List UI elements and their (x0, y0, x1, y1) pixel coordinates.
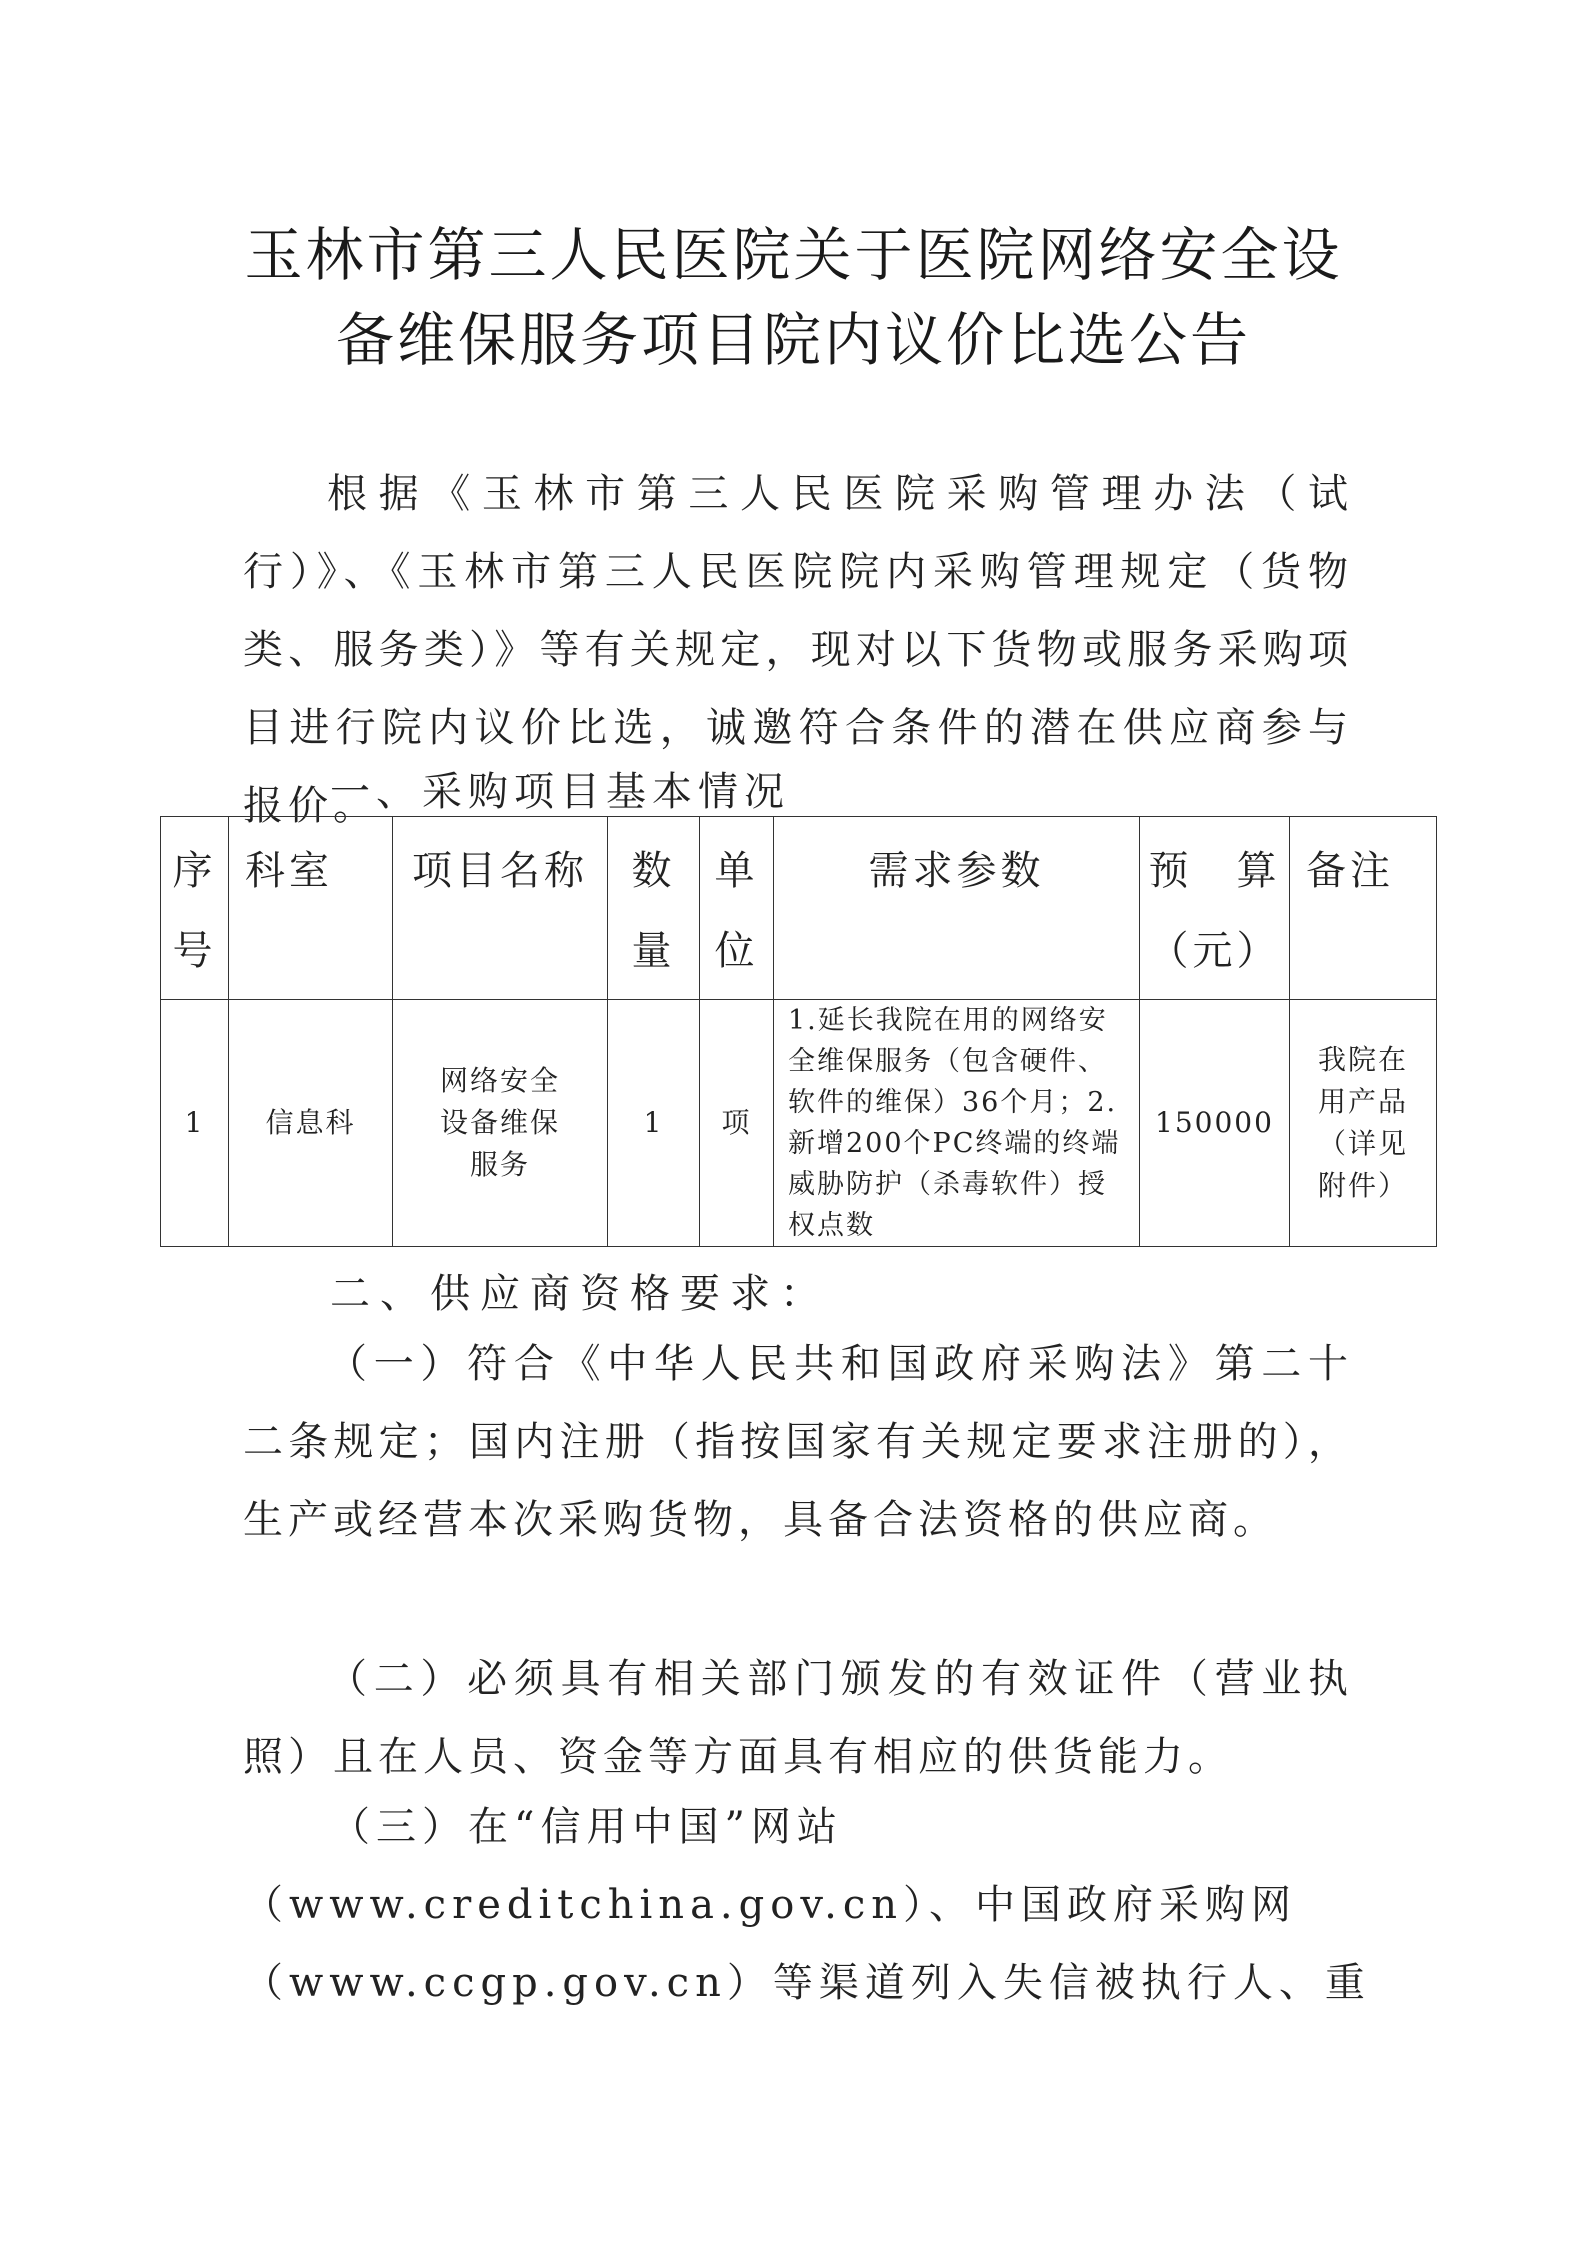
header-qty: 数量 (608, 817, 700, 1000)
procurement-table (160, 816, 1437, 1247)
section1-heading: 一、采购项目基本情况 (330, 769, 790, 815)
header-unit: 单位 (700, 817, 774, 1000)
cell-budget: 150000 (1140, 1000, 1290, 1247)
header-remark: 备注 (1290, 817, 1437, 1000)
requirement-2 (243, 1640, 1353, 1796)
cell-name: 网络安全设备维保服务 (393, 1000, 608, 1247)
table-row (161, 1000, 1437, 1247)
requirement-3-line1: （三）在“信用中国”网站 (330, 1804, 843, 1850)
header-seq: 序号 (161, 817, 229, 1000)
cell-qty: 1 (608, 1000, 700, 1247)
notice-title-line1: 玉林市第三人民医院关于医院网络安全设 (244, 221, 1343, 289)
notice-title-line2: 备维保服务项目院内议价比选公告 (335, 306, 1251, 374)
intro-text: 根据《玉林市第三人民医院采购管理办法（试行）》、《玉林市第三人民医院院内采购管理规定（货物类、服务类）》等有关规定，现对以下货物或服务采购项目进行院内议价比选，诚邀符合条件的潜在供应商参与报价。 (243, 471, 1353, 829)
cell-seq: 1 (161, 1000, 229, 1247)
requirement-1-text: （一）符合《中华人民共和国政府采购法》第二十二条规定；国内注册（指按国家有关规定要求注册的），生产或经营本次采购货物，具备合法资格的供应商。 (243, 1341, 1353, 1543)
header-name: 项目名称 (393, 817, 608, 1000)
table-header-row (161, 817, 1437, 1000)
requirement-3-line2: （www.creditchina.gov.cn）、中国政府采购网 (243, 1882, 1298, 1928)
requirement-1 (243, 1325, 1353, 1559)
cell-req: 1.延长我院在用的网络安全维保服务（包含硬件、软件的维保）36个月；2.新增200个PC终端的终端威胁防护（杀毒软件）授权点数 (774, 1000, 1140, 1247)
section2-heading: 二、供应商资格要求： (330, 1271, 830, 1317)
header-req: 需求参数 (774, 817, 1140, 1000)
cell-unit: 项 (700, 1000, 774, 1247)
requirement-3-line3: （www.ccgp.gov.cn）等渠道列入失信被执行人、重 (243, 1960, 1371, 2006)
header-dept: 科室 (229, 817, 393, 1000)
requirement-2-text: （二）必须具有相关部门颁发的有效证件（营业执照）且在人员、资金等方面具有相应的供货能力。 (243, 1656, 1353, 1780)
cell-dept: 信息科 (229, 1000, 393, 1247)
cell-remark: 我院在用产品（详见附件） (1290, 1000, 1437, 1247)
header-budget: 预 算（元） (1140, 817, 1290, 1000)
